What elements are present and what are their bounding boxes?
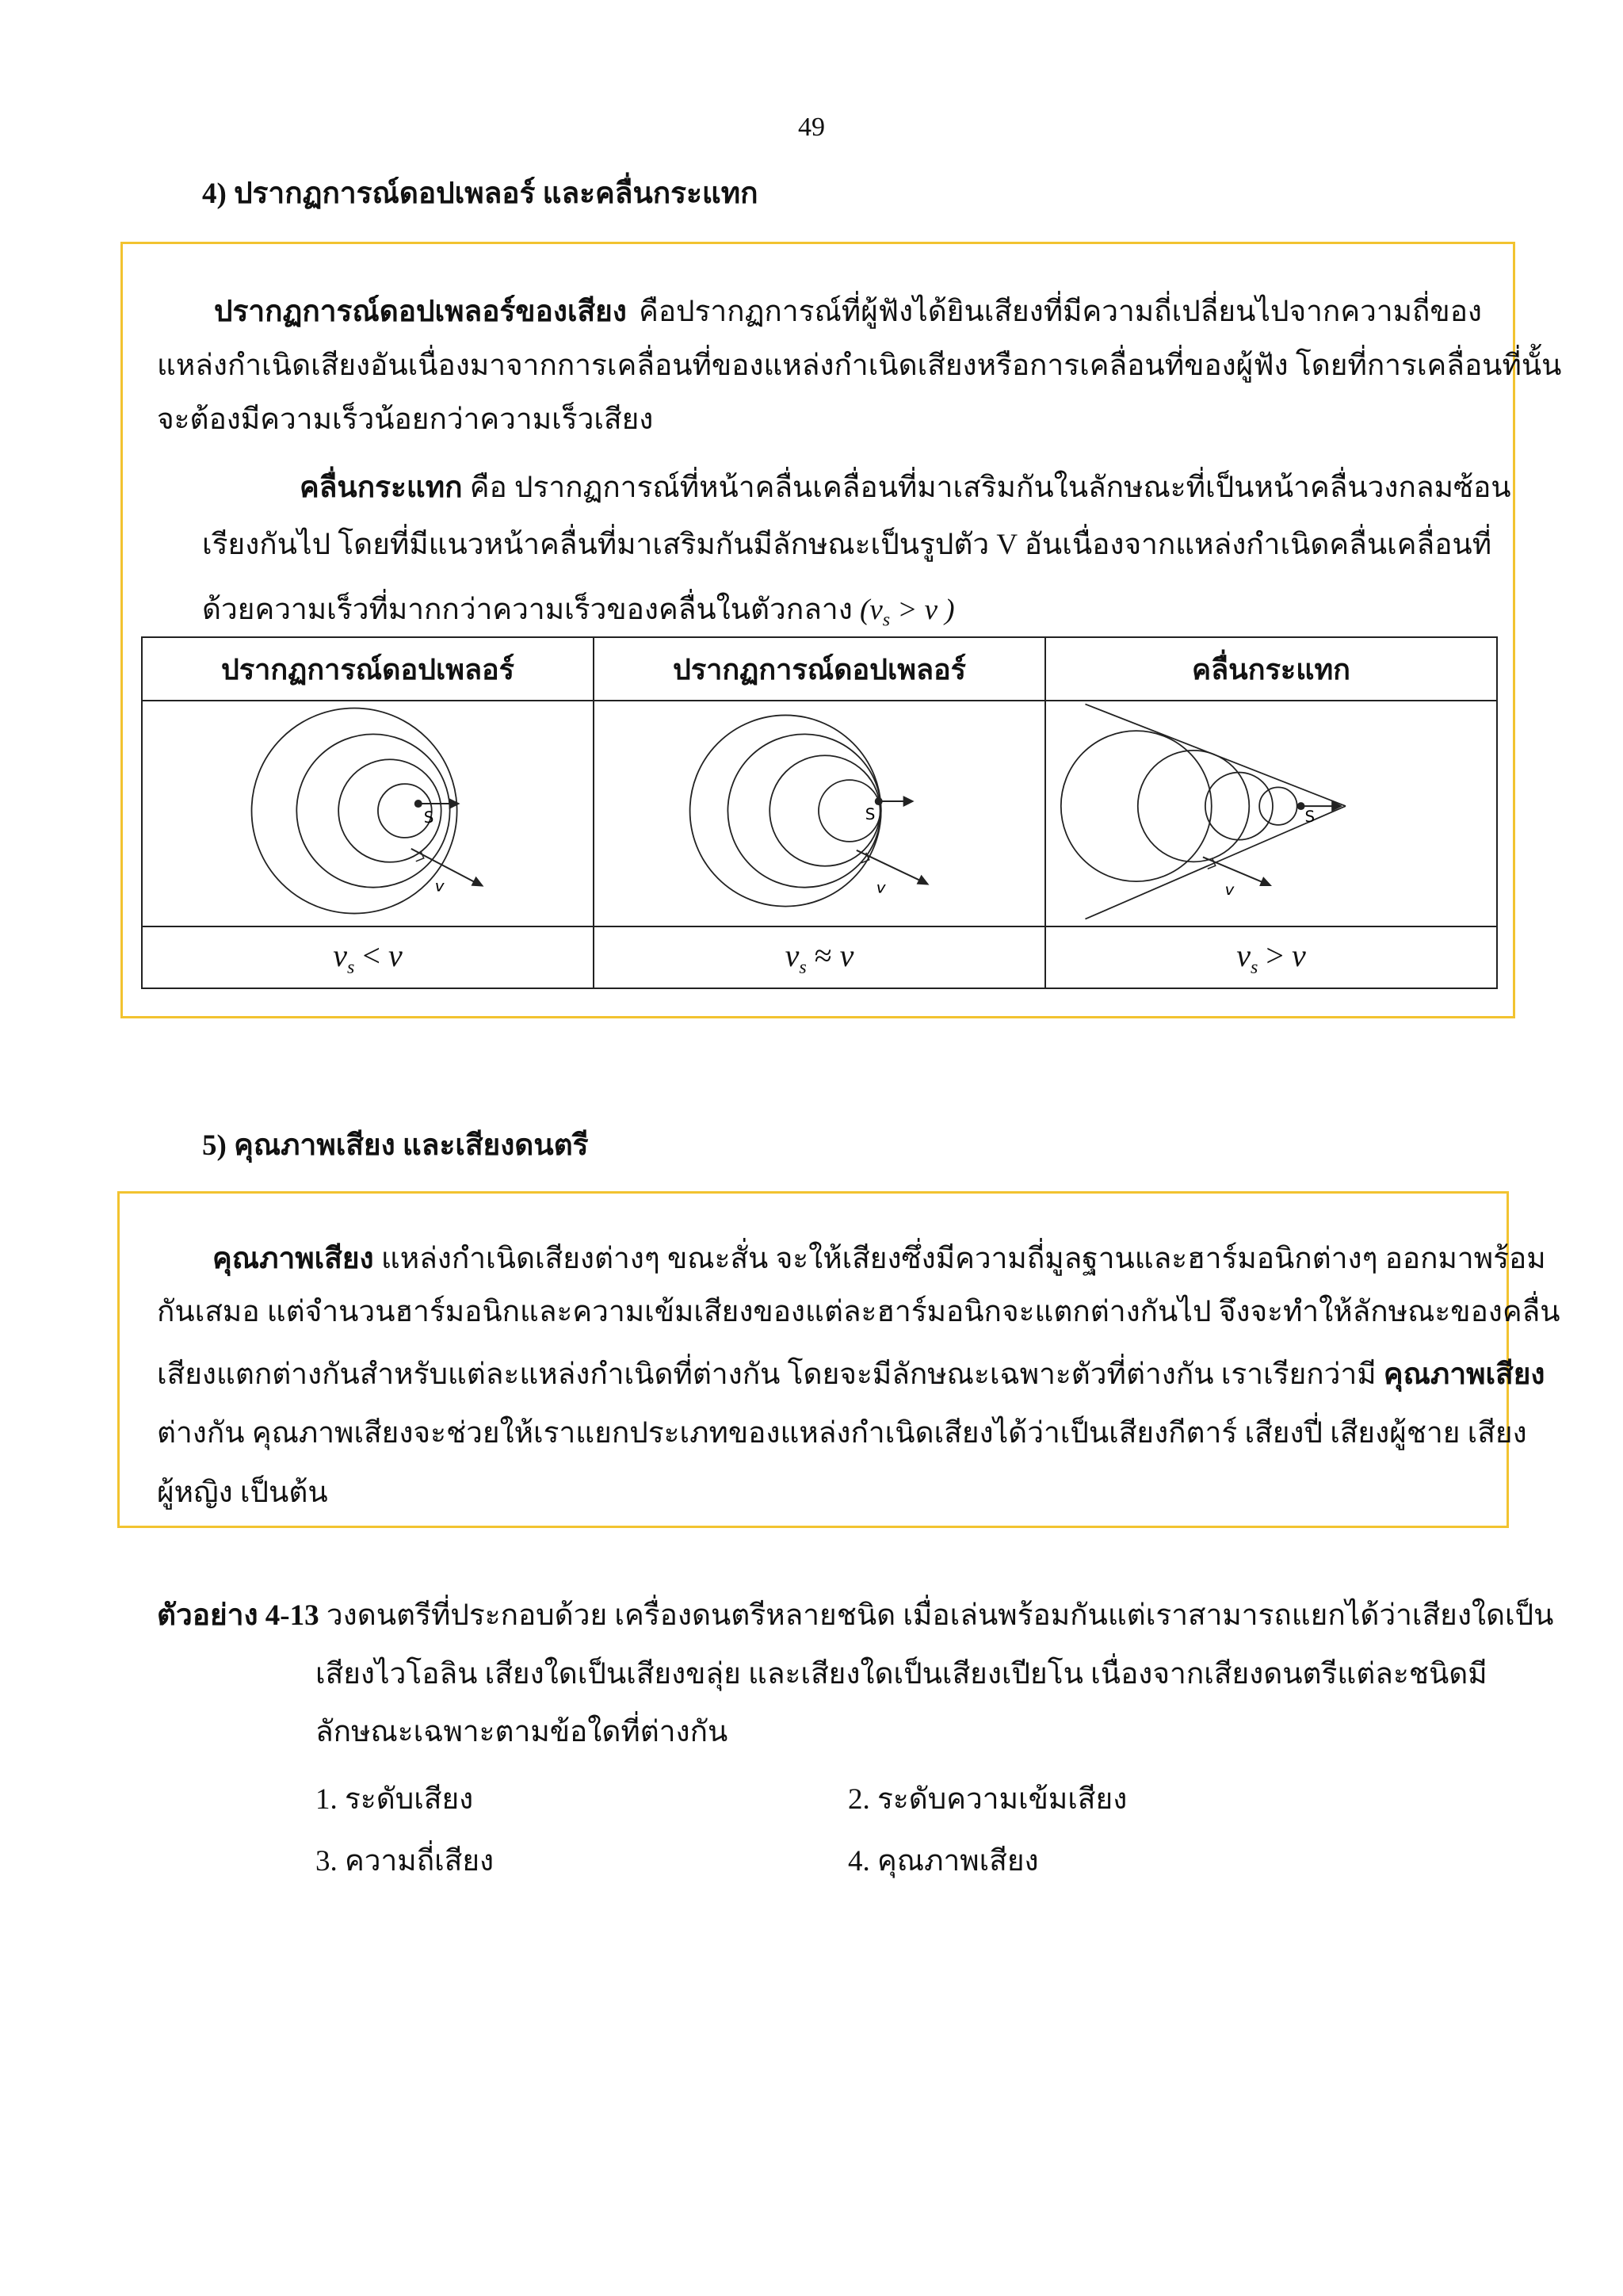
figure-cell-sonic	[594, 701, 1045, 926]
shock-para-line-3: ด้วยความเร็วที่มากกว่าความเร็วของคลื่นในตัวกลาง ($v_s > v$ )	[202, 594, 955, 631]
table-header-cell: ปรากฏการณ์ดอปเพลอร์	[594, 637, 1045, 701]
svg-text:v: v	[434, 877, 445, 896]
answer-option-2[interactable]: 2. ระดับความเข้มเสียง	[848, 1783, 1128, 1816]
table-figure-row	[142, 701, 1497, 926]
wavefront-diagram-subsonic	[143, 701, 593, 926]
doppler-para-line-3: จะต้องมีความเร็วน้อยกว่าความเร็วเสียง	[157, 403, 654, 436]
quality-para-line-5: ผู้หญิง เป็นต้น	[157, 1477, 328, 1509]
table-header-row	[142, 637, 1497, 701]
quality-para-line-4: ต่างกัน คุณภาพเสียงจะช่วยให้เราแยกประเภทของแหล่งกำเนิดเสียงได้ว่าเป็นเสียงกีตาร์ เสียงปี่ เสียงผู้ชาย เสียง	[157, 1417, 1527, 1450]
table-header-cell: ปรากฏการณ์ดอปเพลอร์	[142, 637, 594, 701]
section-4-heading: 4) ปรากฏการณ์ดอปเพลอร์ และคลื่นกระแทก	[202, 178, 758, 210]
page-number: 49	[798, 113, 825, 142]
doppler-para-line-2: แหล่งกำเนิดเสียงอันเนื่องมาจากการเคลื่อนที่ของแหล่งกำเนิดเสียงหรือการเคลื่อนที่ของผู้ฟัง โดยที่การเคลื่อนที่นั้น	[157, 350, 1562, 382]
example-label: ตัวอย่าง 4-13	[157, 1599, 319, 1632]
example-line-1: ตัวอย่าง 4-13 วงดนตรีที่ประกอบด้วย เครื่องดนตรีหลายชนิด เมื่อเล่นพร้อมกันแต่เราสามารถแยกได้ว่าเสียงใดเป็น	[157, 1599, 1554, 1632]
svg-text:S: S	[423, 808, 434, 827]
table-header-cell: คลื่นกระแทก	[1045, 637, 1497, 701]
shock-term: คลื่นกระแทก	[300, 472, 463, 504]
quality-para-line-2: กันเสมอ แต่จำนวนฮาร์มอนิกและความเข้มเสียงของแต่ละฮาร์มอนิกจะแตกต่างกันไป จึงจะทำให้ลักษณะของคลื่น	[157, 1296, 1560, 1328]
answer-option-1[interactable]: 1. ระดับเสียง	[315, 1783, 474, 1816]
svg-text:v: v	[1224, 880, 1235, 899]
quality-para-line-1: คุณภาพเสียง แหล่งกำเนิดเสียงต่างๆ ขณะสั่น จะให้เสียงซึ่งมีความถี่มูลฐานและฮาร์มอนิกต่างๆ ออกมาพร้อม	[212, 1243, 1546, 1275]
svg-text:S: S	[1304, 807, 1316, 826]
example-line-2: เสียงไวโอลิน เสียงใดเป็นเสียงขลุ่ย และเสียงใดเป็นเสียงเปียโน เนื่องจากเสียงดนตรีแต่ละชนิดมี	[315, 1658, 1487, 1690]
relation-cell: $v_s \approx v$	[594, 926, 1045, 988]
quality-term: คุณภาพเสียง	[212, 1243, 374, 1275]
example-line-3: ลักษณะเฉพาะตามข้อใดที่ต่างกัน	[315, 1716, 728, 1748]
section-5-heading: 5) คุณภาพเสียง และเสียงดนตรี	[202, 1129, 589, 1162]
doppler-comparison-table	[141, 636, 1498, 989]
doppler-para-line-1: ปรากฏการณ์ดอปเพลอร์ของเสียง คือปรากฏการณ์ที่ผู้ฟังได้ยินเสียงที่มีความถี่เปลี่ยนไปจากความถี่ของ	[214, 296, 1482, 328]
svg-text:S: S	[865, 804, 876, 823]
wavefront-diagram-sonic	[594, 701, 1044, 926]
answer-option-4[interactable]: 4. คุณภาพเสียง	[848, 1845, 1039, 1878]
answer-option-3[interactable]: 3. ความถี่เสียง	[315, 1845, 495, 1878]
svg-text:v: v	[876, 878, 886, 897]
shock-para-line-2: เรียงกันไป โดยที่มีแนวหน้าคลื่นที่มาเสริมกันมีลักษณะเป็นรูปตัว V อันเนื่องจากแหล่งกำเนิดคลื่นเคลื่อนที่	[202, 529, 1492, 561]
shock-para-line-1: คลื่นกระแทก คือ ปรากฏการณ์ที่หน้าคลื่นเคลื่อนที่มาเสริมกันในลักษณะที่เป็นหน้าคลื่นวงกลมซ้อน	[300, 472, 1511, 504]
doppler-term: ปรากฏการณ์ดอปเพลอร์ของเสียง	[214, 296, 627, 328]
figure-cell-shock-wave	[1045, 701, 1497, 926]
relation-cell: $v_s < v$	[142, 926, 594, 988]
shock-formula: ($v_s > v$ )	[860, 594, 955, 631]
table-relation-row	[142, 926, 1497, 988]
wavefront-diagram-shock-wave	[1046, 701, 1496, 926]
relation-cell: $v_s > v$	[1045, 926, 1497, 988]
quality-para-line-3: เสียงแตกต่างกันสำหรับแต่ละแหล่งกำเนิดที่ต่างกัน โดยจะมีลักษณะเฉพาะตัวที่ต่างกัน เราเรียกว่ามี คุณภาพเสียง	[157, 1358, 1545, 1391]
quality-term-inline: คุณภาพเสียง	[1383, 1358, 1545, 1391]
figure-cell-subsonic	[142, 701, 594, 926]
